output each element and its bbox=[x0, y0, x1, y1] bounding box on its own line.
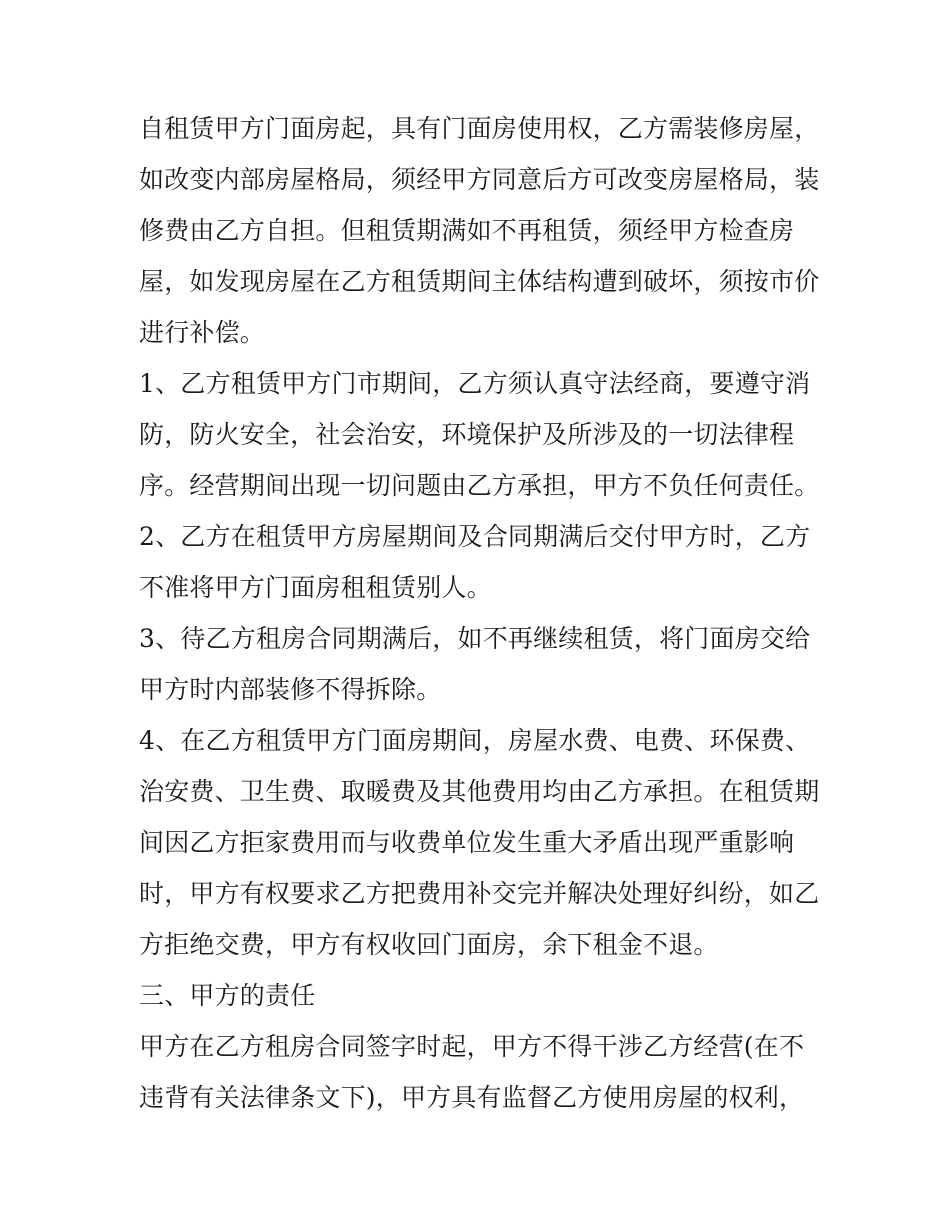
clause-4-line: 间因乙方拒家费用而与收费单位发生重大矛盾出现严重影响 bbox=[139, 828, 795, 857]
text-line: 甲方在乙方租房合同签字时起，甲方不得干涉乙方经营(在不 bbox=[139, 1032, 805, 1061]
clause-2-line: 不准将甲方门面房租租赁别人。 bbox=[139, 573, 492, 602]
text-line: 屋，如发现房屋在乙方租赁期间主体结构遭到破坏，须按市价 bbox=[139, 267, 820, 296]
clause-3-line: 3、待乙方租房合同期满后，如不再继续租赁，将门面房交给 bbox=[139, 624, 811, 653]
text-line: 修费由乙方自担。但租赁期满如不再租赁，须经甲方检查房 bbox=[139, 216, 795, 245]
text-line: 违背有关法律条文下)，甲方具有监督乙方使用房屋的权利， bbox=[139, 1083, 805, 1112]
section-heading: 三、甲方的责任 bbox=[139, 981, 316, 1010]
text-line: 自租赁甲方门面房起，具有门面房使用权，乙方需装修房屋， bbox=[139, 114, 820, 143]
clause-1-line: 序。经营期间出现一切问题由乙方承担，甲方不负任何责任。 bbox=[139, 471, 820, 500]
clause-4-line: 方拒绝交费，甲方有权收回门面房，余下租金不退。 bbox=[139, 930, 719, 959]
clause-1-line: 防，防火安全，社会治安，环境保护及所涉及的一切法律程 bbox=[139, 420, 795, 449]
text-line: 如改变内部房屋格局，须经甲方同意后方可改变房屋格局，装 bbox=[139, 165, 820, 194]
text-line: 进行补偿。 bbox=[139, 318, 266, 347]
clause-1-line: 1、乙方租赁甲方门市期间，乙方须认真守法经商，要遵守消 bbox=[139, 369, 811, 398]
clause-3-line: 甲方时内部装修不得拆除。 bbox=[139, 675, 442, 704]
contract-text bbox=[139, 103, 819, 1123]
clause-2-line: 2、乙方在租赁甲方房屋期间及合同期满后交付甲方时，乙方 bbox=[139, 522, 811, 551]
clause-4-line: 治安费、卫生费、取暖费及其他费用均由乙方承担。在租赁期 bbox=[139, 777, 820, 806]
clause-4-line: 时，甲方有权要求乙方把费用补交完并解决处理好纠纷，如乙 bbox=[139, 879, 820, 908]
clause-4-line: 4、在乙方租赁甲方门面房期间，房屋水费、电费、环保费、 bbox=[139, 726, 811, 755]
